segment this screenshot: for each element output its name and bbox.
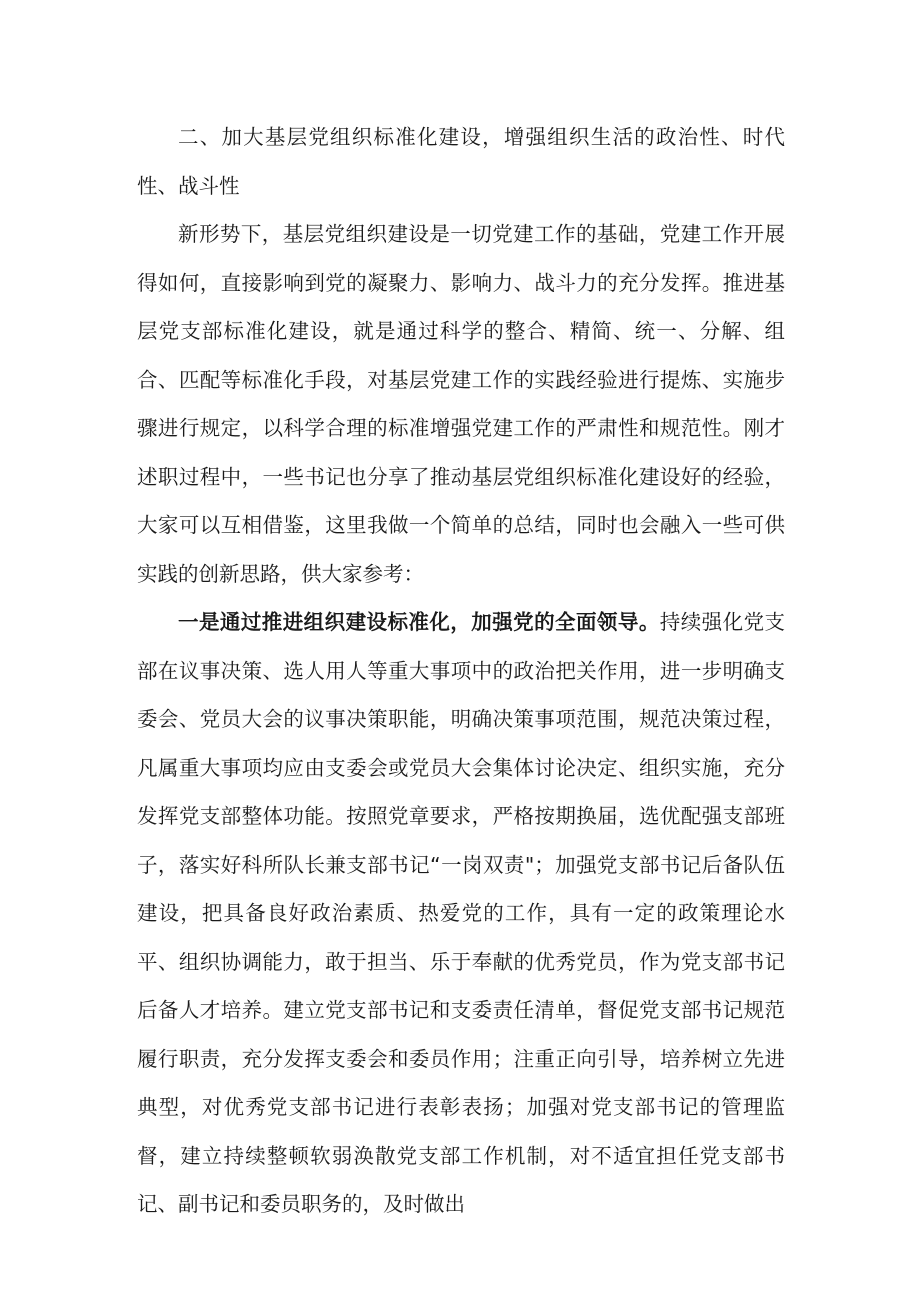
paragraph-1: 新形势下，基层党组织建设是一切党建工作的基础，党建工作开展得如何，直接影响到党的凝聚力、影响力、战斗力的充分发挥。推进基层党支部标准化建设，就是通过科学的整合、精简、统一、分解、组合、匹配等标准化手段，对基层党建工作的实践经验进行提炼、实施步骤进行规定，以科学合理的标准增强党建工作的严肃性和规范性。刚才述职过程中，一些书记也分享了推动基层党组织标准化建设好的经验，大家可以互相借鉴，这里我做一个简单的总结，同时也会融入一些可供实践的创新思路，供大家参考： <box>137 222 785 586</box>
document-body <box>137 113 785 1229</box>
paragraph-2-lead: 一是通过推进组织建设标准化，加强党的全面领导。 <box>178 610 660 634</box>
section-heading: 二、加大基层党组织标准化建设，增强组织生活的政治性、时代性、战斗性 <box>137 125 785 198</box>
paragraph-2-body: 持续强化党支部在议事决策、选人用人等重大事项中的政治把关作用，进一步明确支委会、党员大会的议事决策职能，明确决策事项范围，规范决策过程，凡属重大事项均应由支委会或党员大会集体讨论决定、组织实施，充分发挥党支部整体功能。按照党章要求，严格按期换届，选优配强支部班子，落实好科所队长兼支部书记“一岗双责"；加强党支部书记后备队伍建设，把具备良好政治素质、热爱党的工作，具有一定的政策理论水平、组织协调能力，敢于担当、乐于奉献的优秀党员，作为党支部书记后备人才培养。建立党支部书记和支委责任清单，督促党支部书记规范履行职责，充分发挥支委会和委员作用；注重正向引导，培养树立先进典型，对优秀党支部书记进行表彰表扬；加强对党支部书记的管理监督，建立持续整顿软弱涣散党支部工作机制，对不适宜担任党支部书记、副书记和委员职务的，及时做出 <box>137 610 786 1216</box>
paragraph-2 <box>137 598 785 1229</box>
